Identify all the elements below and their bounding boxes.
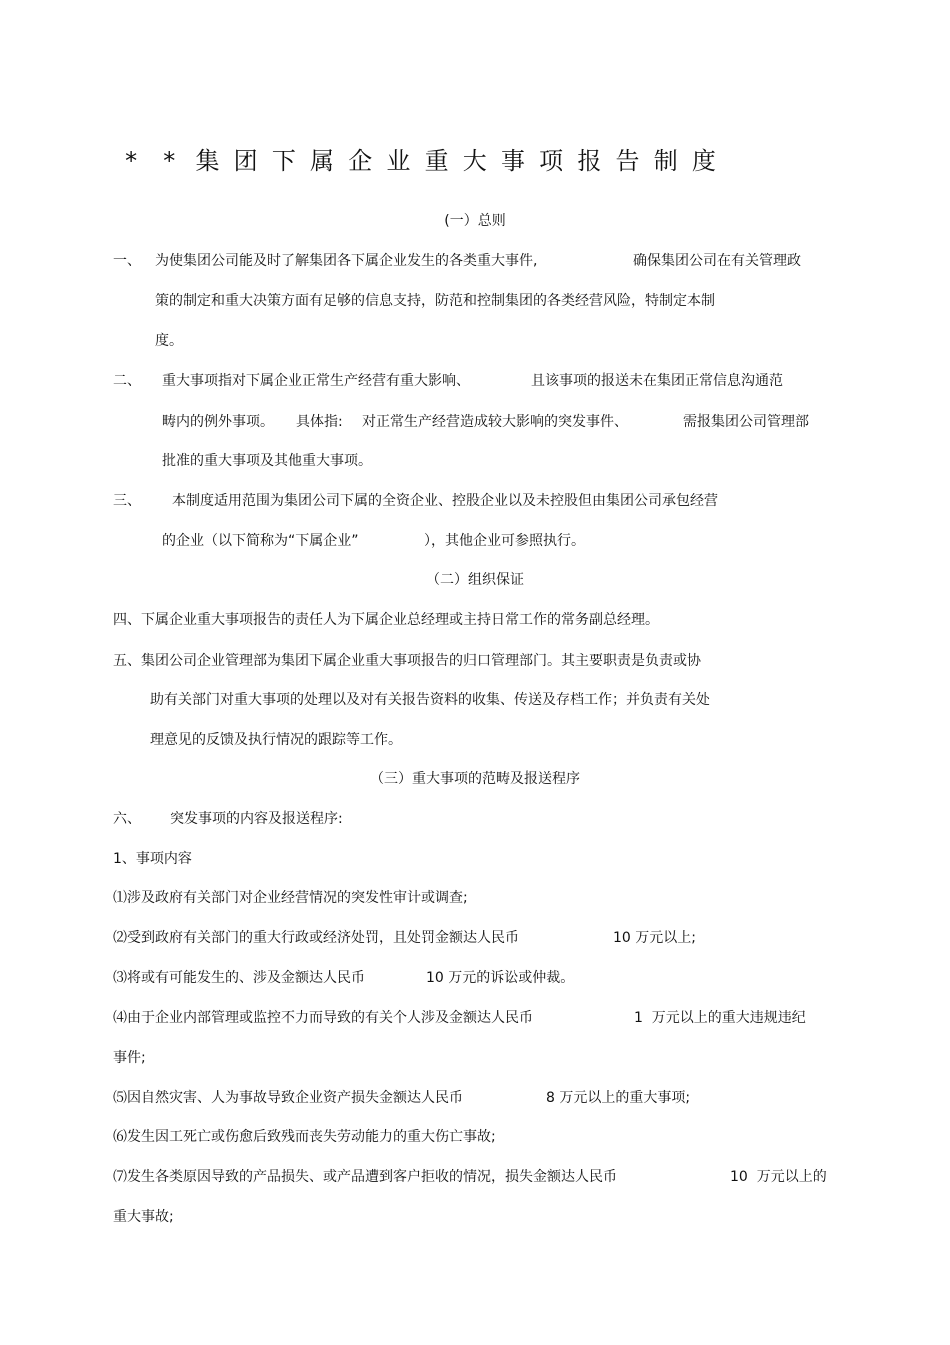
title-char: 项: [539, 147, 564, 175]
paragraph-text: 的企业（以下简称为“下属企业”: [162, 533, 359, 549]
subheading: 1、事项内容: [113, 851, 192, 867]
paragraph-text: 本制度适用范围为集团公司下属的全资企业、控股企业以及未控股但由集团公司承包经营: [172, 493, 718, 509]
paragraph-text: 理意见的反馈及执行情况的跟踪等工作。: [150, 732, 402, 748]
paragraph-text: 策的制定和重大决策方面有足够的信息支持，防范和控制集团的各类经营风险，特制定本制: [155, 293, 715, 309]
paragraph-text: 突发事项的内容及报送程序:: [170, 811, 343, 827]
title-char: 制: [653, 147, 678, 175]
section-heading-general: (一）总则: [444, 213, 506, 229]
paragraph-text: 为使集团公司能及时了解集团各下属企业发生的各类重大事件,: [155, 253, 538, 269]
item-number: 二、: [113, 373, 141, 389]
list-item-amount: 10 万元以上的: [730, 1169, 827, 1185]
paragraph-text: 重大事项指对下属企业正常生产经营有重大影响、: [162, 373, 470, 389]
list-item: ⑺发生各类原因导致的产品损失、或产品遭到客户拒收的情况，损失金额达人民币: [113, 1169, 617, 1185]
list-item: ⑵受到政府有关部门的重大行政或经济处罚，且处罚金额达人民币: [113, 930, 519, 946]
paragraph-text: 需报集团公司管理部: [683, 414, 809, 430]
title-char: 重: [424, 147, 449, 175]
paragraph-text: 五、集团公司企业管理部为集团下属企业重大事项报告的归口管理部门。其主要职责是负责或协: [113, 653, 701, 669]
item-number: 六、: [113, 811, 141, 827]
title-char: *: [163, 147, 176, 175]
title-char: 大: [462, 147, 487, 175]
title-char: 下: [271, 147, 296, 175]
section-heading-organization: （二）组织保证: [426, 572, 524, 588]
paragraph-text: 畴内的例外事项。: [162, 414, 274, 430]
title-char: 企: [348, 147, 373, 175]
document-title: [112, 146, 838, 176]
list-item: 事件;: [113, 1050, 146, 1066]
item-number: 一、: [113, 253, 141, 269]
title-char: 属: [310, 147, 335, 175]
title-char: 告: [615, 147, 640, 175]
paragraph-text: 具体指:: [296, 414, 343, 430]
title-char: 度: [691, 147, 716, 175]
paragraph-text: 确保集团公司在有关管理政: [633, 253, 801, 269]
title-char: *: [125, 147, 138, 175]
paragraph-text: 度。: [155, 333, 183, 349]
title-char: 报: [577, 147, 602, 175]
list-item: ⑸因自然灾害、人为事故导致企业资产损失金额达人民币: [113, 1090, 463, 1106]
list-item: ⑷由于企业内部管理或监控不力而导致的有关个人涉及金额达人民币: [113, 1010, 533, 1026]
title-char: 集: [195, 147, 220, 175]
list-item: ⑹发生因工死亡或伤愈后致残而丧失劳动能力的重大伤亡事故;: [113, 1129, 496, 1145]
paragraph-text: 批准的重大事项及其他重大事项。: [162, 453, 372, 469]
title-char: 团: [233, 147, 258, 175]
item-number: 三、: [113, 493, 141, 509]
paragraph-text: 四、下属企业重大事项报告的责任人为下属企业总经理或主持日常工作的常务副总经理。: [113, 612, 659, 628]
list-item: 重大事故;: [113, 1209, 174, 1225]
list-item-amount: 10 万元以上;: [613, 930, 696, 946]
list-item-amount: 8 万元以上的重大事项;: [546, 1090, 691, 1106]
paragraph-text: ），其他企业可参照执行。: [424, 533, 585, 549]
paragraph-text: 助有关部门对重大事项的处理以及对有关报告资料的收集、传送及存档工作；并负责有关处: [150, 692, 710, 708]
list-item: ⑶将或有可能发生的、涉及金额达人民币: [113, 970, 365, 986]
list-item-amount: 10 万元的诉讼或仲裁。: [426, 970, 575, 986]
section-heading-scope: （三）重大事项的范畴及报送程序: [370, 771, 580, 787]
title-char: 事: [500, 147, 525, 175]
paragraph-text: 且该事项的报送未在集团正常信息沟通范: [531, 373, 783, 389]
title-char: 业: [386, 147, 411, 175]
paragraph-text: 对正常生产经营造成较大影响的突发事件、: [362, 414, 628, 430]
list-item: ⑴涉及政府有关部门对企业经营情况的突发性审计或调查;: [113, 890, 468, 906]
list-item-amount: 1 万元以上的重大违规违纪: [634, 1010, 806, 1026]
